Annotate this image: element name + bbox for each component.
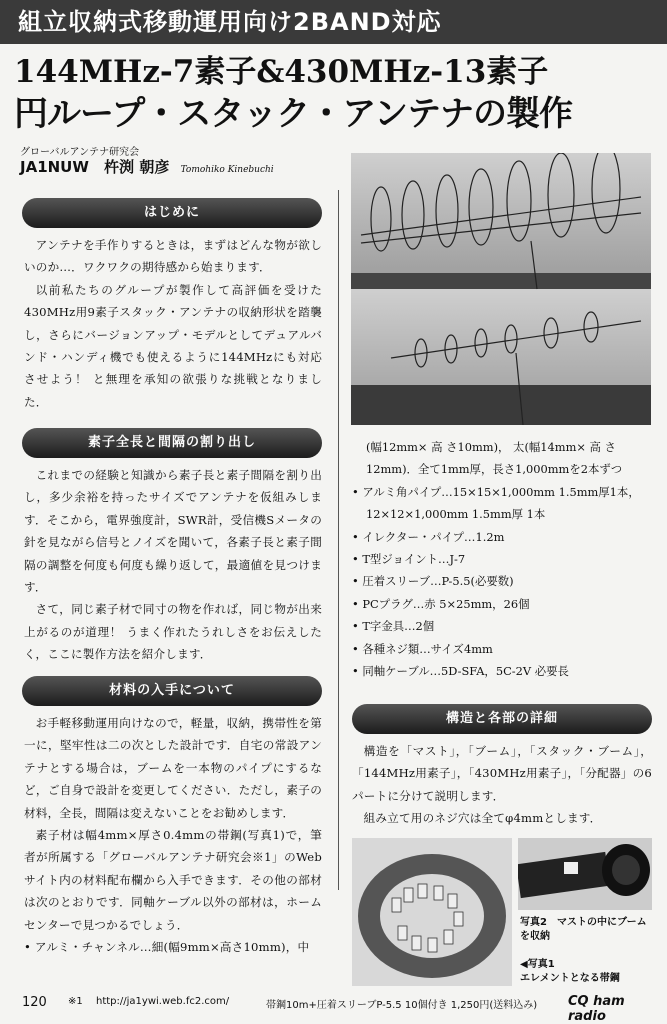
steel-strip-photo (352, 838, 512, 986)
list-item: • 同軸ケーブル…5D-SFA，5C-2V 必要長 (352, 664, 569, 679)
list-continuation-1: (幅12mm× 高 さ10mm)， 太(幅14mm× 高 さ (366, 440, 616, 454)
structure-text (352, 740, 652, 830)
mast-illustration (518, 838, 652, 910)
section-heading-structure: 構造と各部の詳細 (352, 704, 652, 734)
intro-paragraph-2: 以前私たちのグループが製作して高評価を受けた430MHz用9素子スタック・アンテナの収納形状を踏襲し，さらにバージョンアップ・モデルとしてデュアルバンド・ハンディ機でも使えるように144MHzにも対応させよう！ と無理を承知の欲張りな挑戦となりました． (24, 282, 322, 409)
photo2-caption: 写真2 マストの中にブームを収納 (520, 917, 647, 942)
list-item: • 圧着スリーブ…P-5.5(必要数) (352, 574, 514, 589)
photo1-caption-label: ◀写真1 (520, 959, 555, 970)
author-roman-name: Tomohiko Kinebuchi (180, 165, 274, 175)
list-item: • イレクター・パイプ…1.2m (352, 529, 505, 544)
list-item: • PCプラグ…赤 5×25mm，26個 (352, 596, 530, 611)
materials-paragraph-1: お手軽移動運用向けなので，軽量，収納，携帯性を第一に，堅牢性は二の次とした設計です．自宅の常設アンテナとする場合は，ブームを一本物のパイプにするなど，ご自身で設計を変更してください．ただし，素子の材料，全長，間隔は変えないことをお勧めします． (24, 716, 322, 820)
section-heading-materials: 材料の入手について (22, 676, 322, 706)
footnote-text: 帯鋼10m+圧着スリーブP-5.5 10個付き 1,250円(送料込み) (266, 1000, 538, 1011)
footnote-mark: ※1 (68, 996, 83, 1007)
materials-text (24, 712, 322, 958)
length-paragraph-1: これまでの経験と知識から素子長と素子間隔を割り出し，多少余裕を持ったサイズでアンテナを仮組みします．そこから，電界強度計，SWR計，受信機Sメータの針を見ながら信号とノイズを聞いて，各素子長と素子間隔の調整を何度も何度も繰り返して，最適値を見つけます． (24, 468, 322, 595)
list-item: • T字金具…2個 (352, 619, 435, 634)
list-item: • 各種ネジ類…サイズ4mm (352, 641, 493, 656)
antenna-photo-illustration (351, 153, 651, 425)
photo1-caption-text: エレメントとなる帯鋼 (520, 973, 620, 984)
page-number: 120 (22, 995, 47, 1010)
materials-first-item: • アルミ・チャンネル…細(幅9mm×高さ10mm)，中 (24, 940, 310, 955)
mast-photo (518, 838, 652, 910)
series-banner: 組立収納式移動運用向け2BAND対応 (0, 0, 667, 44)
article-title-line2: 円ループ・スタック・アンテナの製作 (14, 94, 572, 134)
structure-paragraph-1: 構造を「マスト」，「ブーム」，「スタック・ブーム」，「144MHz用素子」，「430MHz用素子」，「分配器」の6パートに分けて説明します． (352, 744, 652, 803)
length-text (24, 464, 322, 666)
structure-paragraph-2: 組み立て用のネジ穴は全てφ4mmとします． (363, 811, 602, 826)
materials-list (352, 436, 652, 682)
author-callsign: JA1NUW (20, 158, 89, 176)
list-item: • アルミ角パイプ…15×15×1,000mm 1.5mm厚1本， (352, 484, 640, 499)
column-divider (338, 190, 339, 890)
intro-paragraph-1: アンテナを手作りするときは，まずはどんな物が欲しいのか…．ワクワクの期待感から始まります． (24, 238, 322, 275)
steel-strip-illustration (352, 838, 512, 986)
section-heading-intro: はじめに (22, 198, 322, 228)
author-organization: グローバルアンテナ研究会 (20, 147, 140, 158)
list-continuation-2: 12mm)．全て1mm厚，長さ1,000mmを2本ずつ (366, 462, 623, 477)
list-item: • T型ジョイント…J-7 (352, 552, 466, 567)
length-paragraph-2: さて，同じ素子材で同寸の物を作れば，同じ物が出来上がるのが道理！ うまく作れたうれしさをお伝えしたく，ここに製作方法を紹介します． (24, 602, 322, 662)
antenna-photo (351, 153, 651, 425)
intro-text (24, 234, 322, 413)
footnote-url[interactable]: http://ja1ywi.web.fc2.com/ (96, 996, 230, 1007)
magazine-logo: CQ ham radio (568, 994, 625, 1024)
article-title-line1: 144MHz-7素子&430MHz-13素子 (14, 54, 549, 90)
materials-paragraph-2: 素子材は幅4mm×厚さ0.4mmの帯鋼(写真1)で，筆者が所属する「グローバルアンテナ研究会※1」のWebサイト内の材料配布欄から入手できます．その他の部材は次のとおりです．同軸ケーブル以外の部材は，ホームセンターで見つかるでしょう． (24, 828, 322, 932)
list-item-continuation: 12×12×1,000mm 1.5mm厚 1本 (366, 507, 546, 522)
author-line (20, 156, 274, 177)
section-heading-length: 素子全長と間隔の割り出し (22, 428, 322, 458)
author-name: 杵渕 朝彦 (104, 158, 170, 176)
